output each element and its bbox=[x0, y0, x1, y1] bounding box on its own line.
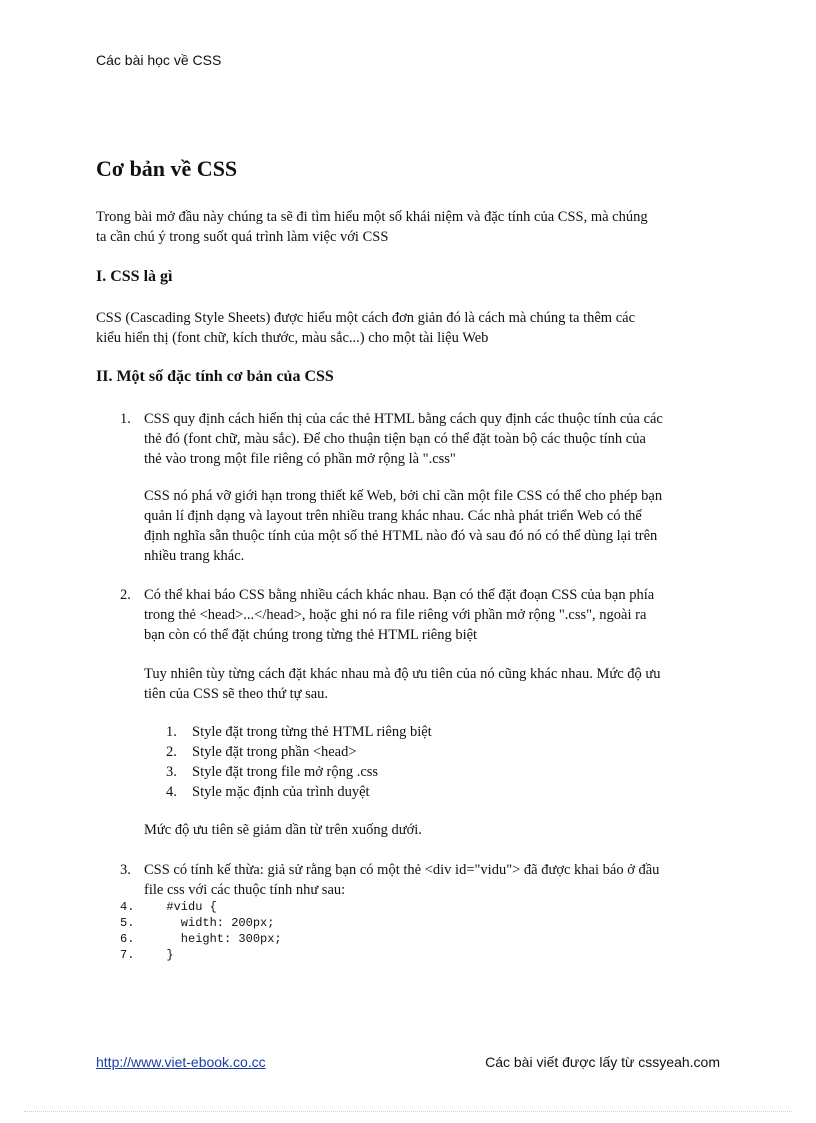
sublist-item bbox=[166, 762, 432, 782]
item-line: CSS có tính kế thừa: giả sử rằng bạn có một thẻ <div id="vidu"> đã được khai báo ở đầu bbox=[144, 862, 660, 878]
item-line: thẻ vào trong một file riêng có phần mở rộng là ".css" bbox=[144, 451, 456, 467]
sublist-number: 3. bbox=[166, 764, 177, 780]
sublist-item bbox=[166, 742, 432, 762]
sublist-item bbox=[166, 722, 432, 742]
item-line: Có thể khai báo CSS bằng nhiều cách khác nhau. Bạn có thể đặt đoạn CSS của bạn phía bbox=[144, 587, 655, 603]
code-line-number: 7. bbox=[120, 948, 135, 962]
page-bottom-divider bbox=[24, 1111, 792, 1112]
intro-paragraph bbox=[96, 207, 736, 247]
page-header: Các bài học về CSS bbox=[96, 52, 222, 68]
list-item-2 bbox=[144, 585, 744, 645]
priority-sublist bbox=[166, 722, 432, 802]
item-line: định nghĩa sẵn thuộc tính của một số thẻ HTML nào đó và sau đó nó có thể dùng lại trên bbox=[144, 528, 658, 544]
item-line: bạn còn có thể đặt chúng trong từng thẻ HTML riêng biệt bbox=[144, 627, 478, 643]
footer-link[interactable]: http://www.viet-ebook.co.cc bbox=[96, 1054, 266, 1070]
list-item-1-paragraph-2 bbox=[144, 486, 744, 566]
section1-paragraph bbox=[96, 308, 736, 348]
code-line bbox=[120, 931, 282, 947]
section2-heading: II. Một số đặc tính cơ bản của CSS bbox=[96, 368, 334, 385]
sublist-text: Style đặt trong phần <head> bbox=[192, 744, 357, 760]
section1-line: CSS (Cascading Style Sheets) được hiểu một cách đơn giản đó là cách mà chúng ta thêm các bbox=[96, 310, 636, 326]
code-line bbox=[120, 899, 282, 915]
priority-note: Mức độ ưu tiên sẽ giảm dần từ trên xuống dưới. bbox=[144, 822, 422, 838]
sublist-text: Style đặt trong file mở rộng .css bbox=[192, 764, 379, 780]
footer-source: Các bài viết được lấy từ cssyeah.com bbox=[485, 1054, 720, 1070]
list-number: 2. bbox=[120, 587, 131, 603]
code-line-number: 5. bbox=[120, 916, 135, 930]
item-line: thẻ đó (font chữ, màu sắc). Để cho thuận tiện bạn có thể đặt toàn bộ các thuộc tính của bbox=[144, 431, 646, 447]
code-line-text: } bbox=[152, 948, 174, 962]
list-number: 1. bbox=[120, 411, 131, 427]
section1-heading: I. CSS là gì bbox=[96, 268, 173, 285]
section1-line: kiểu hiển thị (font chữ, kích thước, màu sắc...) cho một tài liệu Web bbox=[96, 330, 489, 346]
code-line-number: 4. bbox=[120, 900, 135, 914]
intro-line: Trong bài mở đầu này chúng ta sẽ đi tìm hiểu một số khái niệm và đặc tính của CSS, mà chúng bbox=[96, 209, 648, 225]
code-line-text: #vidu { bbox=[152, 900, 217, 914]
page-title: Cơ bản về CSS bbox=[96, 156, 238, 181]
code-block bbox=[120, 899, 282, 963]
list-number: 3. bbox=[120, 862, 131, 878]
code-line-text: height: 300px; bbox=[152, 932, 282, 946]
sublist-item bbox=[166, 782, 432, 802]
sublist-text: Style mặc định của trình duyệt bbox=[192, 784, 370, 800]
item-line: CSS nó phá vỡ giới hạn trong thiết kế Web, bởi chỉ cần một file CSS có thể cho phép bạn bbox=[144, 488, 663, 504]
code-line bbox=[120, 915, 282, 931]
item-line: CSS quy định cách hiển thị của các thẻ HTML bằng cách quy định các thuộc tính của các bbox=[144, 411, 663, 427]
item-line: tiên của CSS sẽ theo thứ tự sau. bbox=[144, 686, 329, 702]
sublist-text: Style đặt trong từng thẻ HTML riêng biệt bbox=[192, 724, 432, 740]
list-item-1 bbox=[144, 409, 744, 469]
item-line: file css với các thuộc tính như sau: bbox=[144, 882, 346, 898]
list-item-3 bbox=[144, 860, 744, 900]
code-line bbox=[120, 947, 282, 963]
sublist-number: 1. bbox=[166, 724, 177, 740]
list-item-2-paragraph-2 bbox=[144, 664, 744, 704]
item-line: trong thẻ <head>...</head>, hoặc ghi nó ra file riêng với phần mở rộng ".css", ngoài ra bbox=[144, 607, 647, 623]
item-line: quản lí định dạng và layout trên nhiều trang khác nhau. Các nhà phát triển Web có thể bbox=[144, 508, 642, 524]
intro-line: ta cần chú ý trong suốt quá trình làm việc với CSS bbox=[96, 229, 389, 245]
item-line: nhiều trang khác. bbox=[144, 548, 245, 564]
sublist-number: 4. bbox=[166, 784, 177, 800]
code-line-number: 6. bbox=[120, 932, 135, 946]
item-line: Tuy nhiên tùy từng cách đặt khác nhau mà độ ưu tiên của nó cũng khác nhau. Mức độ ưu bbox=[144, 666, 661, 682]
sublist-number: 2. bbox=[166, 744, 177, 760]
code-line-text: width: 200px; bbox=[152, 916, 275, 930]
